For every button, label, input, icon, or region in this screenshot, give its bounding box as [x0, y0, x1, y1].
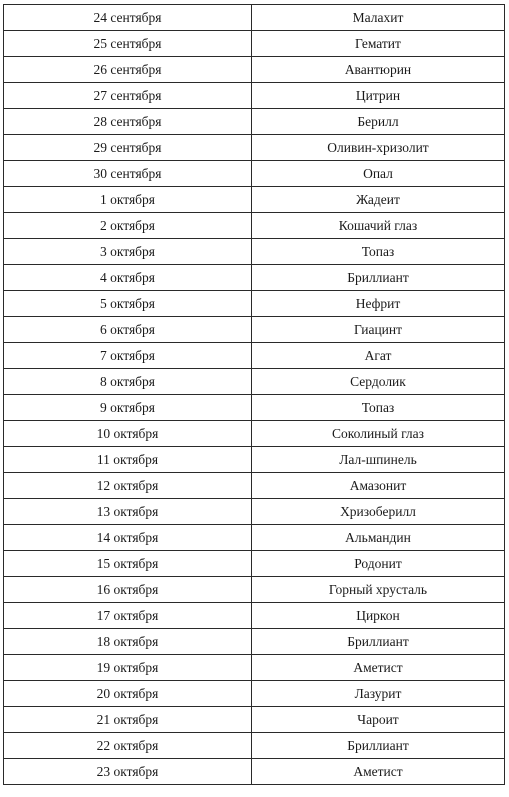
date-cell: 4 октября	[4, 265, 252, 291]
stone-cell: Агат	[252, 343, 505, 369]
stone-cell: Жадеит	[252, 187, 505, 213]
date-cell: 15 октября	[4, 551, 252, 577]
date-cell: 10 октября	[4, 421, 252, 447]
stone-cell: Нефрит	[252, 291, 505, 317]
table-row	[4, 733, 505, 759]
date-cell: 9 октября	[4, 395, 252, 421]
stone-cell: Опал	[252, 161, 505, 187]
table-row	[4, 265, 505, 291]
stone-cell: Аметист	[252, 655, 505, 681]
date-cell: 6 октября	[4, 317, 252, 343]
stone-cell: Соколиный глаз	[252, 421, 505, 447]
date-cell: 21 октября	[4, 707, 252, 733]
date-cell: 25 сентября	[4, 31, 252, 57]
table-row	[4, 447, 505, 473]
date-cell: 7 октября	[4, 343, 252, 369]
table-row	[4, 343, 505, 369]
date-cell: 5 октября	[4, 291, 252, 317]
date-cell: 1 октября	[4, 187, 252, 213]
table-row	[4, 109, 505, 135]
table-row	[4, 551, 505, 577]
table-row	[4, 655, 505, 681]
stone-cell: Берилл	[252, 109, 505, 135]
stone-cell: Оливин-хризолит	[252, 135, 505, 161]
table-row	[4, 213, 505, 239]
date-cell: 12 октября	[4, 473, 252, 499]
table-row	[4, 577, 505, 603]
date-cell: 27 сентября	[4, 83, 252, 109]
stone-cell: Аметист	[252, 759, 505, 785]
table-row	[4, 5, 505, 31]
table-row	[4, 31, 505, 57]
stone-cell: Лазурит	[252, 681, 505, 707]
stone-cell: Топаз	[252, 395, 505, 421]
stone-cell: Хризоберилл	[252, 499, 505, 525]
date-cell: 23 октября	[4, 759, 252, 785]
date-cell: 3 октября	[4, 239, 252, 265]
date-cell: 18 октября	[4, 629, 252, 655]
table-row	[4, 239, 505, 265]
table-row	[4, 525, 505, 551]
table-row	[4, 499, 505, 525]
date-cell: 26 сентября	[4, 57, 252, 83]
birthstone-table	[3, 4, 505, 785]
stone-cell: Альмандин	[252, 525, 505, 551]
stone-cell: Циркон	[252, 603, 505, 629]
table-row	[4, 603, 505, 629]
table-body	[4, 5, 505, 785]
stone-cell: Бриллиант	[252, 629, 505, 655]
date-cell: 29 сентября	[4, 135, 252, 161]
date-cell: 22 октября	[4, 733, 252, 759]
date-cell: 20 октября	[4, 681, 252, 707]
date-cell: 13 октября	[4, 499, 252, 525]
table-row	[4, 161, 505, 187]
table-row	[4, 317, 505, 343]
stone-cell: Сердолик	[252, 369, 505, 395]
table-row	[4, 187, 505, 213]
date-cell: 14 октября	[4, 525, 252, 551]
stone-cell: Бриллиант	[252, 265, 505, 291]
stone-cell: Кошачий глаз	[252, 213, 505, 239]
stone-cell: Гиацинт	[252, 317, 505, 343]
table-row	[4, 395, 505, 421]
table-row	[4, 291, 505, 317]
date-cell: 17 октября	[4, 603, 252, 629]
stone-cell: Родонит	[252, 551, 505, 577]
stone-cell: Авантюрин	[252, 57, 505, 83]
date-cell: 19 октября	[4, 655, 252, 681]
table-row	[4, 57, 505, 83]
stone-cell: Бриллиант	[252, 733, 505, 759]
table-row	[4, 135, 505, 161]
date-cell: 8 октября	[4, 369, 252, 395]
table-row	[4, 473, 505, 499]
stone-cell: Чароит	[252, 707, 505, 733]
date-cell: 28 сентября	[4, 109, 252, 135]
stone-cell: Гематит	[252, 31, 505, 57]
stone-cell: Цитрин	[252, 83, 505, 109]
table-row	[4, 707, 505, 733]
date-cell: 11 октября	[4, 447, 252, 473]
table-row	[4, 759, 505, 785]
stone-cell: Малахит	[252, 5, 505, 31]
stone-cell: Лал-шпинель	[252, 447, 505, 473]
table-row	[4, 83, 505, 109]
table-row	[4, 369, 505, 395]
date-cell: 30 сентября	[4, 161, 252, 187]
stone-cell: Амазонит	[252, 473, 505, 499]
table-row	[4, 681, 505, 707]
stone-cell: Топаз	[252, 239, 505, 265]
table-row	[4, 629, 505, 655]
date-cell: 24 сентября	[4, 5, 252, 31]
date-cell: 16 октября	[4, 577, 252, 603]
date-cell: 2 октября	[4, 213, 252, 239]
stone-cell: Горный хрусталь	[252, 577, 505, 603]
table-row	[4, 421, 505, 447]
